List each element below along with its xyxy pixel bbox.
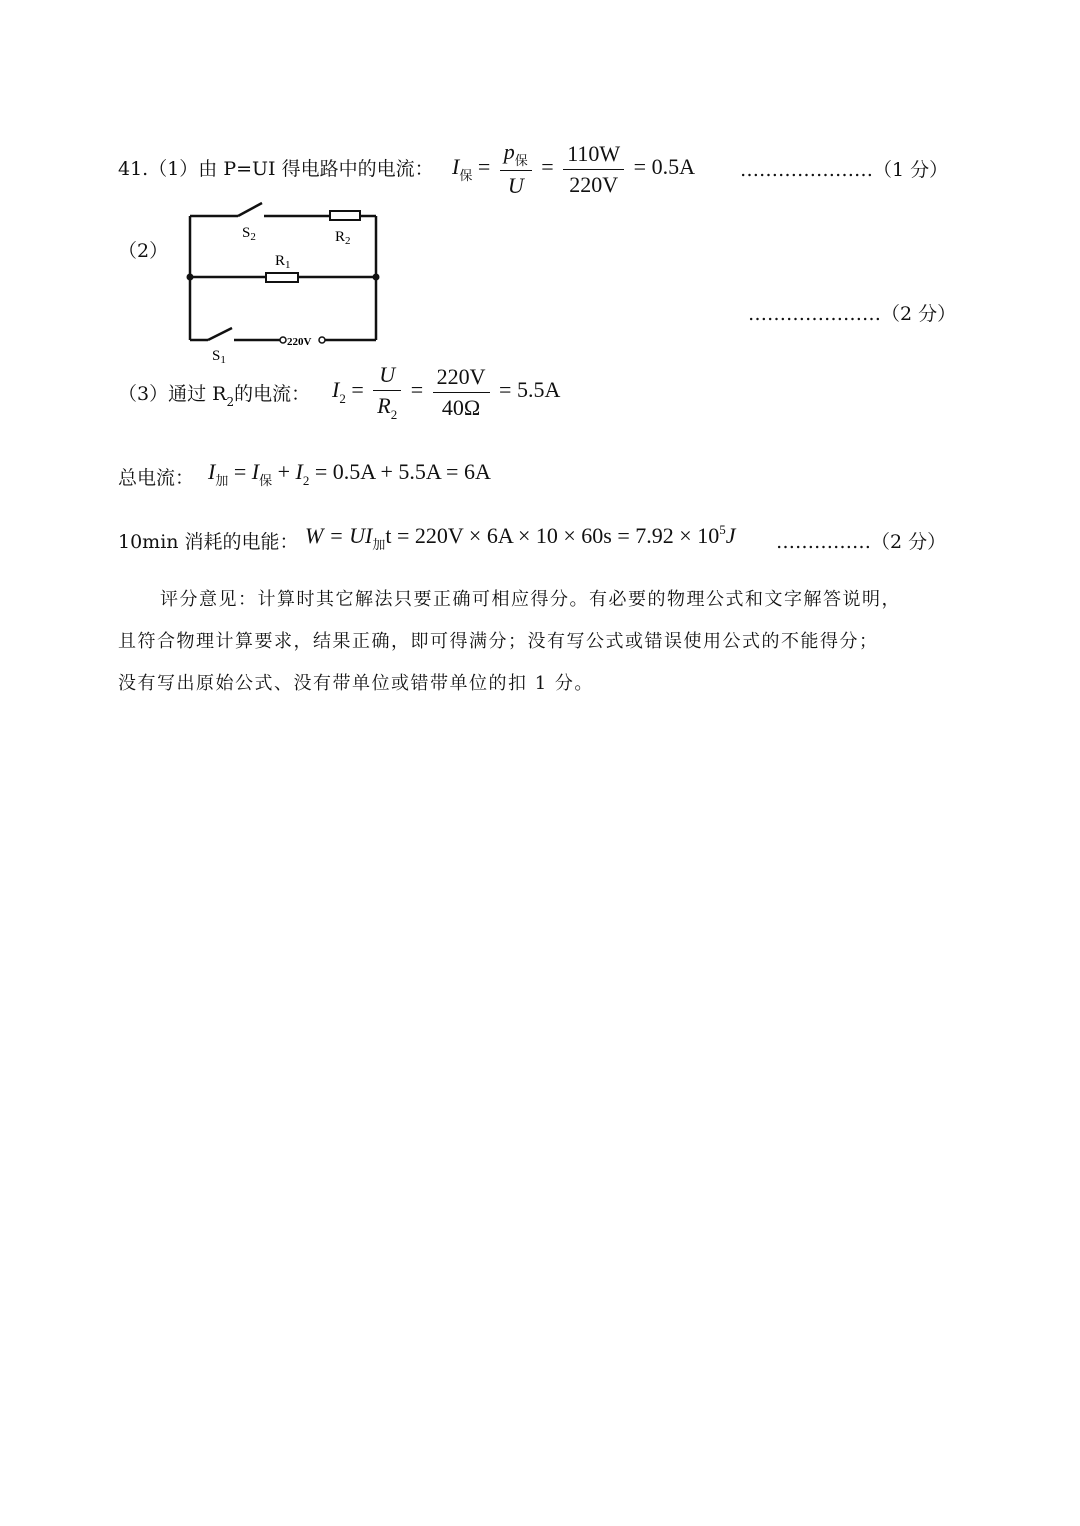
part3-formula: $I_2$ = $\frac{U}{R_2}$ = $\frac{220V}{40\Omega}$ = 5.5A <box>332 362 561 422</box>
source-label: 220V <box>287 336 312 348</box>
junction-right <box>373 274 380 281</box>
energy-formula: $W = UI_加t = 220V \times 6A \times 10 \times 60s = 7.92 \times 10^5J$ <box>305 522 736 552</box>
part1-score: …………………（1 分） <box>740 159 949 181</box>
junction-left <box>187 274 194 281</box>
energy-score: ……………（2 分） <box>776 531 947 553</box>
energy-label: 10min 消耗的电能： <box>118 531 299 553</box>
part3-fraction-values: $\frac{220V}{40\Omega}$ <box>433 362 490 423</box>
total-label: 总电流： <box>118 467 195 489</box>
part1-fraction-values: $\frac{110W}{220V}$ <box>563 139 624 200</box>
resistor-r1-label: $R_1$ <box>275 253 291 271</box>
part1-fraction-p-over-u: $\frac{p_保}{U}$ <box>500 137 532 201</box>
part1-formula: $I_保$ = $\frac{p_保}{U}$ = $\frac{110W}{220V}$ = 0.5A <box>452 137 695 201</box>
switch-s1-label: $S_1$ <box>212 348 226 365</box>
grading-note-line-3: 没有写出原始公式、没有带单位或错带单位的扣 1 分。 <box>118 673 594 694</box>
grading-note-line-2: 且符合物理计算要求，结果正确，即可得满分；没有写公式或错误使用公式的不能得分； <box>118 631 879 652</box>
grading-note-line-1: 评分意见：计算时其它解法只要正确可相应得分。有必要的物理公式和文字解答说明， <box>160 589 901 610</box>
part1-label: 41.（1）由 P=UI 得电路中的电流： <box>118 158 434 180</box>
part3-label: （3）通过 $R_2$的电流： <box>118 383 311 409</box>
part3-fraction-u-over-r: $\frac{U}{R_2}$ <box>373 360 401 424</box>
circuit-diagram <box>180 200 390 365</box>
total-formula: $I_加 = I_保 + I_2 = 0.5A + 5.5A = 6A$ <box>208 459 491 488</box>
part2-score: …………………（2 分） <box>748 303 957 325</box>
part2-label: （2） <box>118 240 169 262</box>
switch-s2-label: $S_2$ <box>242 225 256 243</box>
resistor-r2-label: $R_2$ <box>335 229 351 247</box>
